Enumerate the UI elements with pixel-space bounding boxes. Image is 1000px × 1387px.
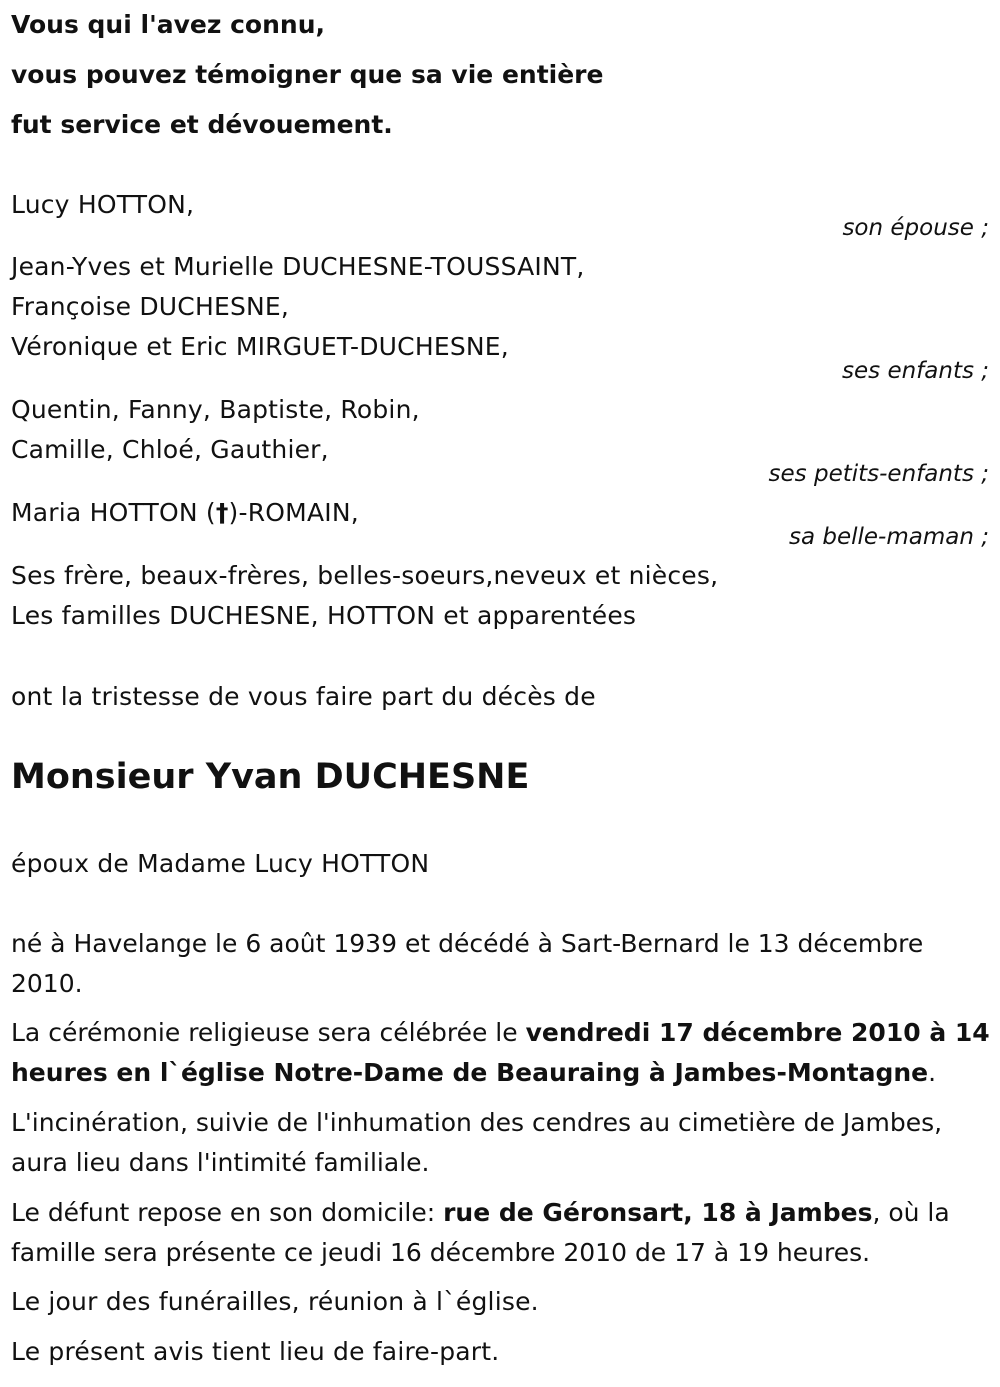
funeral-day: Le jour des funérailles, réunion à l`église. <box>11 1287 539 1316</box>
ceremony-details: vendredi 17 décembre 2010 à 14 heures en l`église Notre-Dame de Beauraing à Jambes-Montagne <box>11 1018 990 1087</box>
children-role: ses enfants ; <box>842 358 989 384</box>
notice: Le présent avis tient lieu de faire-part. <box>11 1337 500 1366</box>
epigraph-line-3: fut service et dévouement. <box>11 110 393 139</box>
mother-in-law-name <box>11 493 359 533</box>
rest-address: rue de Géronsart, 18 à Jambes <box>443 1198 873 1227</box>
child-line: Jean-Yves et Murielle DUCHESNE-TOUSSAINT, <box>11 252 585 281</box>
spouse-role: son épouse ; <box>842 215 989 241</box>
incineration-paragraph: L'incinération, suivie de l'inhumation des cendres au cimetière de Jambes, aura lieu dans l'intimité familiale. <box>11 1108 943 1177</box>
cross-icon: † <box>215 498 229 527</box>
deceased-name: Monsieur Yvan DUCHESNE <box>11 757 530 797</box>
spouse-of: époux de Madame Lucy HOTTON <box>11 849 430 878</box>
mother-in-law-prefix: Maria HOTTON ( <box>11 498 216 527</box>
rest-paragraph <box>11 1193 991 1273</box>
relatives-line: Les familles DUCHESNE, HOTTON et apparentées <box>11 601 637 630</box>
grandchildren-line: Camille, Chloé, Gauthier, <box>11 435 329 464</box>
ceremony-paragraph <box>11 1013 991 1093</box>
announcement: ont la tristesse de vous faire part du décès de <box>11 682 596 711</box>
spouse-name: Lucy HOTTON, <box>11 190 195 219</box>
child-line: Françoise DUCHESNE, <box>11 292 290 321</box>
child-line: Véronique et Eric MIRGUET-DUCHESNE, <box>11 332 509 361</box>
epigraph-line-2: vous pouvez témoigner que sa vie entière <box>11 60 604 89</box>
ceremony-intro: La cérémonie religieuse sera célébrée le <box>11 1018 526 1047</box>
relatives-line: Ses frère, beaux-frères, belles-soeurs,neveux et nièces, <box>11 561 719 590</box>
birth-death: né à Havelange le 6 août 1939 et décédé à Sart-Bernard le 13 décembre 2010. <box>11 929 924 998</box>
rest-intro: Le défunt repose en son domicile: <box>11 1198 444 1227</box>
ceremony-end: . <box>928 1058 937 1087</box>
mother-in-law-suffix: )-ROMAIN, <box>228 498 359 527</box>
grandchildren-line: Quentin, Fanny, Baptiste, Robin, <box>11 395 420 424</box>
rest-end: , où la famille sera présente ce jeudi 16 décembre 2010 de 17 à 19 heures. <box>11 1198 950 1267</box>
epigraph-line-1: Vous qui l'avez connu, <box>11 10 325 39</box>
grandchildren-role: ses petits-enfants ; <box>768 461 989 487</box>
mother-in-law-role: sa belle-maman ; <box>788 524 989 550</box>
